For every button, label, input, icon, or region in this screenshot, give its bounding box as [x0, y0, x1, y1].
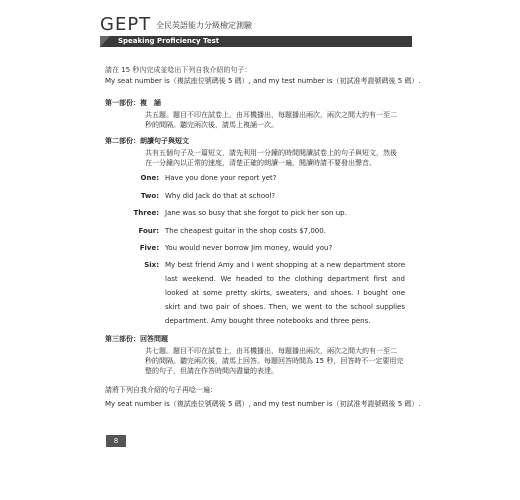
part1-desc1: 共五題。題目不印在試卷上，由耳機播出，每題播出兩次，兩次之間大約有一至二: [145, 111, 397, 119]
item-text-four: The cheapest guitar in the shop costs $7,000.: [165, 227, 326, 235]
item-label-two: Two:: [140, 192, 159, 200]
outro-instruction: 請將下列自我介紹的句子再唸一遍：: [105, 386, 217, 394]
part3-heading: 第三部份：回答問題: [105, 335, 168, 343]
gept-logo: GEPT: [100, 14, 152, 35]
item-label-six: Six:: [144, 261, 159, 269]
part3-desc2: 秒的間隔。聽完兩次後，請馬上回答。每題回答時間為 15 秒，回答時不一定要用完: [145, 357, 404, 365]
outro-line: My seat number is（複試座位號碼後 5 碼）, and my test number is（初試准考證號碼後 5 碼）.: [105, 400, 421, 408]
part1-heading: 第一部份：複 誦: [105, 99, 161, 107]
item-label-three: Three:: [133, 209, 159, 217]
part1-desc2: 秒的間隔。聽完兩次後，請馬上複誦一次。: [145, 121, 278, 129]
intro-line: My seat number is（複試座位號碼後 5 碼）, and my test number is（初試准考證號碼後 5 碼）.: [105, 77, 421, 85]
page-header: [100, 14, 420, 54]
header-title-cn: 全民英語能力分級檢定測驗: [156, 21, 252, 30]
part2-desc2: 在一分鐘內以正常的速度，清楚正確的朗讀一遍，閱讀時請不要發出聲音。: [145, 159, 376, 167]
item-label-four: Four:: [138, 227, 159, 235]
intro-instruction: 請在 15 秒內完成並唸出下列自我介紹的句子：: [105, 66, 252, 74]
header-subtitle: Speaking Proficiency Test: [118, 37, 220, 45]
part2-heading: 第二部份：朗讀句子與短文: [105, 137, 189, 145]
page-number: 8: [106, 435, 126, 447]
item-text-one: Have you done your report yet?: [165, 174, 277, 182]
item-label-one: One:: [140, 174, 159, 182]
part2-desc1: 共有五個句子及一篇短文，請先利用一分鐘的時間閱讀試卷上的句子與短文，然後: [145, 149, 397, 157]
item-text-three: Jane was so busy that she forgot to pick her son up.: [165, 209, 347, 217]
header-ribbon: [100, 36, 412, 47]
part3-desc3: 整的句子，但請在作答時間內盡量的表達。: [145, 367, 278, 375]
part3-desc1: 共七題。題目不印在試卷上，由耳機播出，每題播出兩次，兩次之間大約有一至二: [145, 347, 397, 355]
ribbon-edge: [100, 36, 110, 47]
item-text-five: You would never borrow Jim money, would you?: [165, 244, 333, 252]
item-text-six-paragraph: My best friend Amy and I went shopping at a new department store last weekend. We headed to the clothing department first and looked at some pretty skirts, sweaters, and shoes. I bought one skirt and two pair of shoes. Then, we went to the school supplies department. Amy bought three notebooks and three pens.: [165, 261, 405, 325]
item-text-two: Why did Jack do that at school?: [165, 192, 276, 200]
item-label-five: Five:: [139, 244, 159, 252]
